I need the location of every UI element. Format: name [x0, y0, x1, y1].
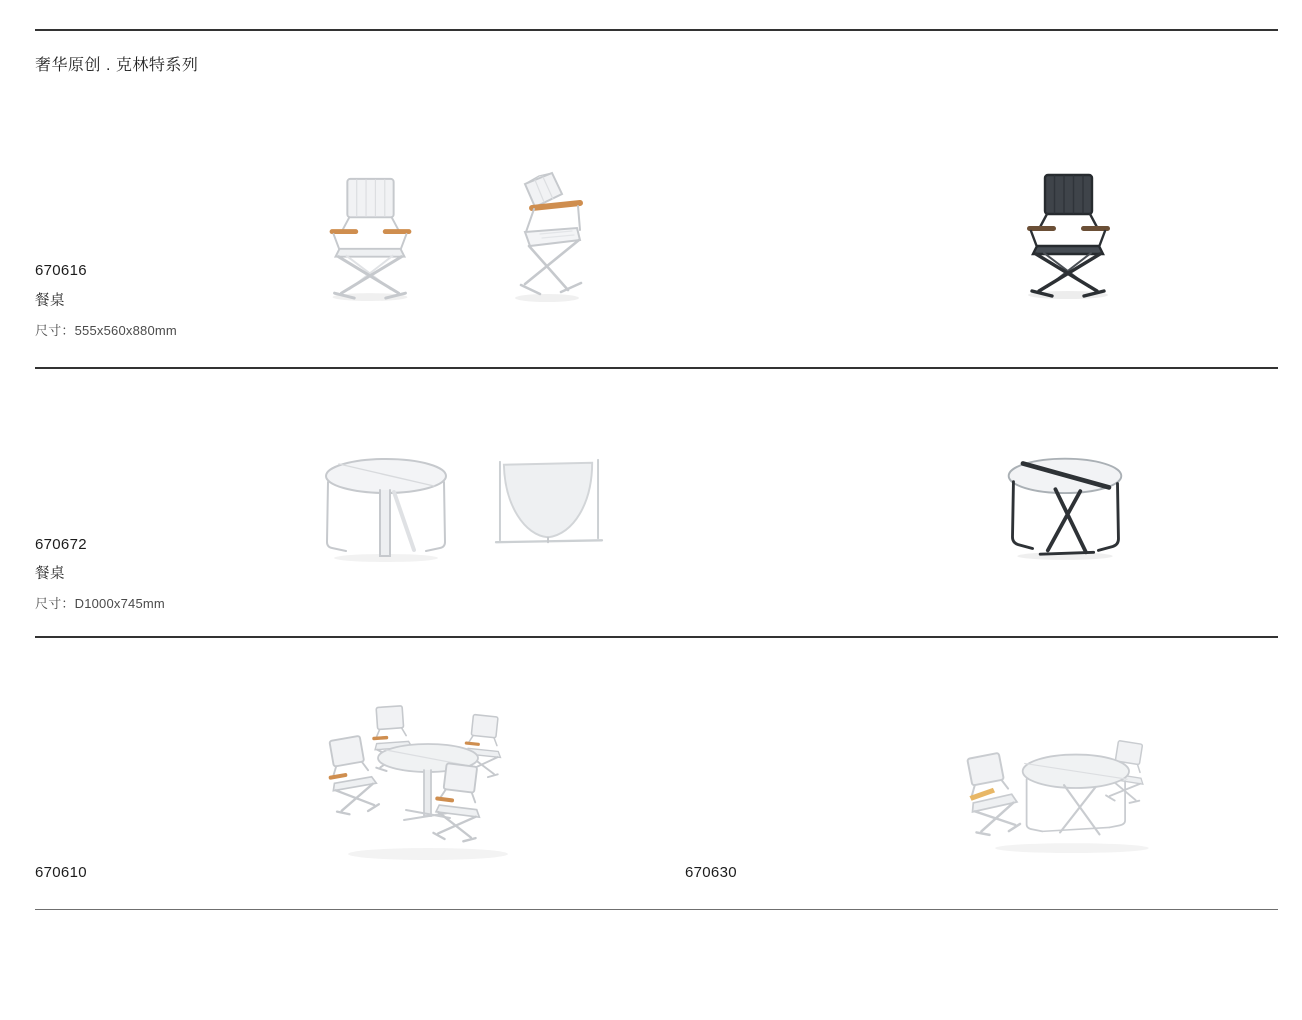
black-round-folding-table-illustration: [1002, 448, 1128, 563]
product-670616-code: 670616: [35, 262, 87, 279]
product-670610-image: [318, 698, 536, 868]
divider-bottom: [35, 909, 1278, 910]
product-670630-image: [960, 726, 1172, 856]
black-director-chair-illustration: [1008, 168, 1128, 300]
page-title: 奢华原创 . 克林特系列: [35, 57, 199, 74]
product-670616-image-dark: [1008, 168, 1128, 300]
product-670616-image-front: [320, 172, 420, 302]
white-director-chair-front-illustration: [320, 172, 420, 302]
dining-set-4-chairs-illustration: [318, 698, 536, 868]
product-670616-name: 餐桌: [35, 293, 65, 309]
product-670616-size: [35, 320, 177, 339]
white-round-folding-table-folded-illustration: [490, 452, 608, 554]
white-director-chair-angled-illustration: [492, 168, 587, 304]
size-value: 555x560x880mm: [74, 323, 177, 338]
product-670672-size: [35, 593, 165, 612]
product-670672-name: 餐桌: [35, 566, 65, 582]
divider-row2: [35, 636, 1278, 638]
product-670630-code: 670630: [685, 864, 737, 881]
product-670610-code: 670610: [35, 864, 87, 881]
size-value: D1000x745mm: [74, 596, 165, 611]
product-670672-image-open: [316, 450, 456, 565]
size-label: 尺寸：: [35, 323, 75, 338]
product-670672-image-dark: [1002, 448, 1128, 563]
dining-set-2-chairs-illustration: [960, 726, 1172, 856]
divider-top: [35, 29, 1278, 31]
white-round-folding-table-open-illustration: [316, 450, 456, 565]
product-670672-code: 670672: [35, 536, 87, 553]
product-670616-image-angled: [492, 168, 587, 304]
divider-row1: [35, 367, 1278, 369]
size-label: 尺寸：: [35, 596, 75, 611]
product-670672-image-folded: [490, 452, 608, 554]
